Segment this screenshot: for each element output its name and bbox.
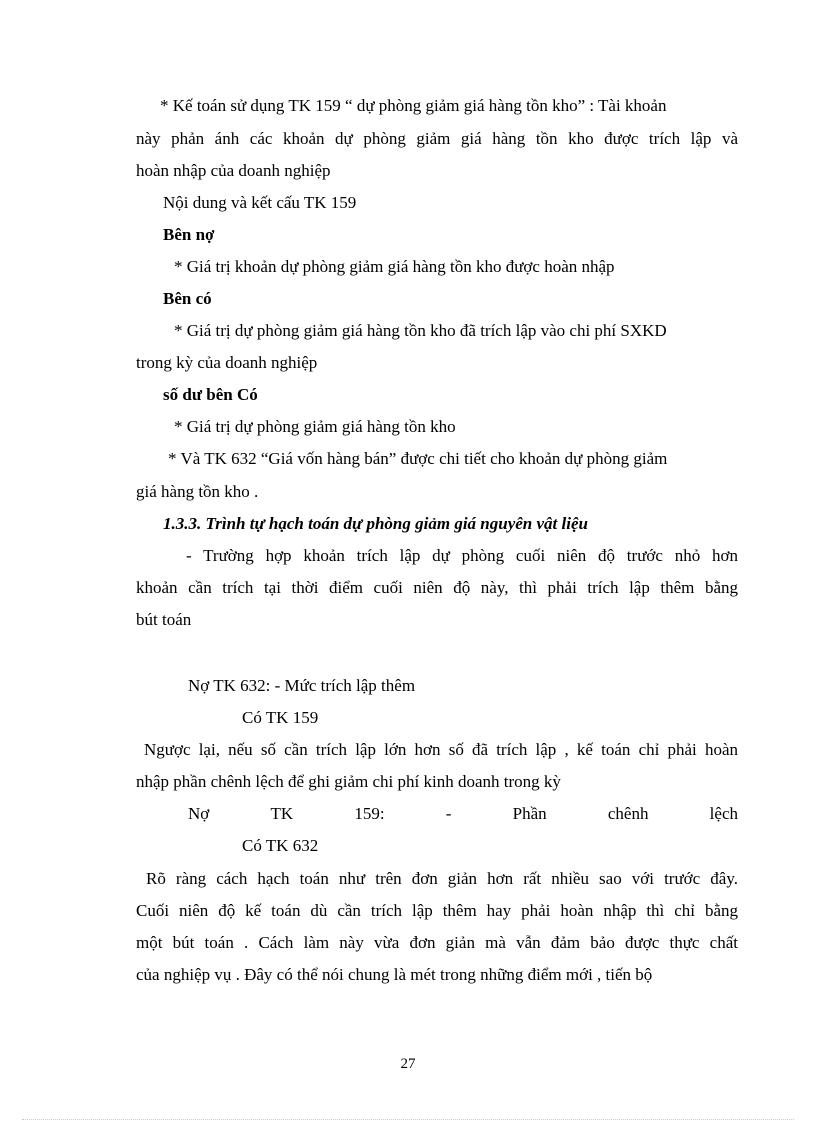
text-line: giá hàng tồn kho . <box>136 482 259 501</box>
text-line: Cuối niên độ kế toán dù cần trích lập thêm hay phải hoàn nhập thì chỉ bằng <box>136 901 738 920</box>
text-line: * Giá trị dự phòng giảm giá hàng tồn kho đã trích lập vào chi phí SXKD <box>174 321 667 340</box>
journal-entry-credit: Có TK 632 <box>242 836 319 855</box>
text-line: của nghiệp vụ . Đây có thể nói chung là mét trong những điểm mới , tiến bộ <box>136 965 653 984</box>
entry-word: - <box>445 804 452 823</box>
entry-word: lệch <box>709 804 738 823</box>
text-line: - Trường hợp khoản trích lập dự phòng cuối niên độ trước nhỏ hơn <box>186 546 738 565</box>
entry-word: 159: <box>354 804 385 823</box>
text-line: trong kỳ của doanh nghiệp <box>136 353 318 372</box>
text-line: Ngược lại, nếu số cần trích lập lớn hơn số đã trích lập , kế toán chỉ phải hoàn <box>144 740 738 759</box>
footer-divider <box>22 1119 794 1120</box>
entry-word: TK <box>270 804 294 823</box>
credit-heading: Bên có <box>163 289 212 308</box>
journal-entry-credit: Có TK 159 <box>242 708 319 727</box>
section-heading: 1.3.3. Trình tự hạch toán dự phòng giảm giá nguyên vật liệu <box>163 514 588 533</box>
entry-word: chênh <box>607 804 649 823</box>
text-line: * Giá trị dự phòng giảm giá hàng tồn kho <box>174 417 456 436</box>
entry-word: Phần <box>512 804 547 823</box>
text-line: * Và TK 632 “Giá vốn hàng bán” được chi tiết cho khoản dự phòng giảm <box>168 449 668 468</box>
text-line: khoản cần trích tại thời điểm cuối niên độ này, thì phải trích lập thêm bằng <box>136 578 738 597</box>
text-line: Rõ ràng cách hạch toán như trên đơn giản hơn rất nhiều sao với trước đây. <box>146 869 738 888</box>
journal-entry-debit-row <box>188 803 738 825</box>
text-line: một bút toán . Cách làm này vừa đơn giản mà vẫn đảm bảo được thực chất <box>136 933 738 952</box>
text-line: * Giá trị khoản dự phòng giảm giá hàng tồn kho được hoàn nhập <box>174 257 615 276</box>
entry-word: Nợ <box>188 804 210 823</box>
text-line: * Kế toán sử dụng TK 159 “ dự phòng giảm giá hàng tồn kho” : Tài khoản <box>160 96 667 115</box>
debit-heading: Bên nợ <box>163 225 215 244</box>
text-line: nhập phần chênh lệch để ghi giảm chi phí kinh doanh trong kỳ <box>136 772 561 791</box>
text-line: này phản ánh các khoản dự phòng giảm giá hàng tồn kho được trích lập và <box>136 129 738 148</box>
balance-heading: số dư bên Có <box>163 385 258 404</box>
page-number: 27 <box>400 1056 416 1072</box>
text-line: hoàn nhập của doanh nghiệp <box>136 161 331 180</box>
section-label: Nội dung và kết cấu TK 159 <box>163 193 357 212</box>
text-line: bút toán <box>136 610 192 629</box>
journal-entry-debit: Nợ TK 632: - Mức trích lập thêm <box>188 676 416 695</box>
